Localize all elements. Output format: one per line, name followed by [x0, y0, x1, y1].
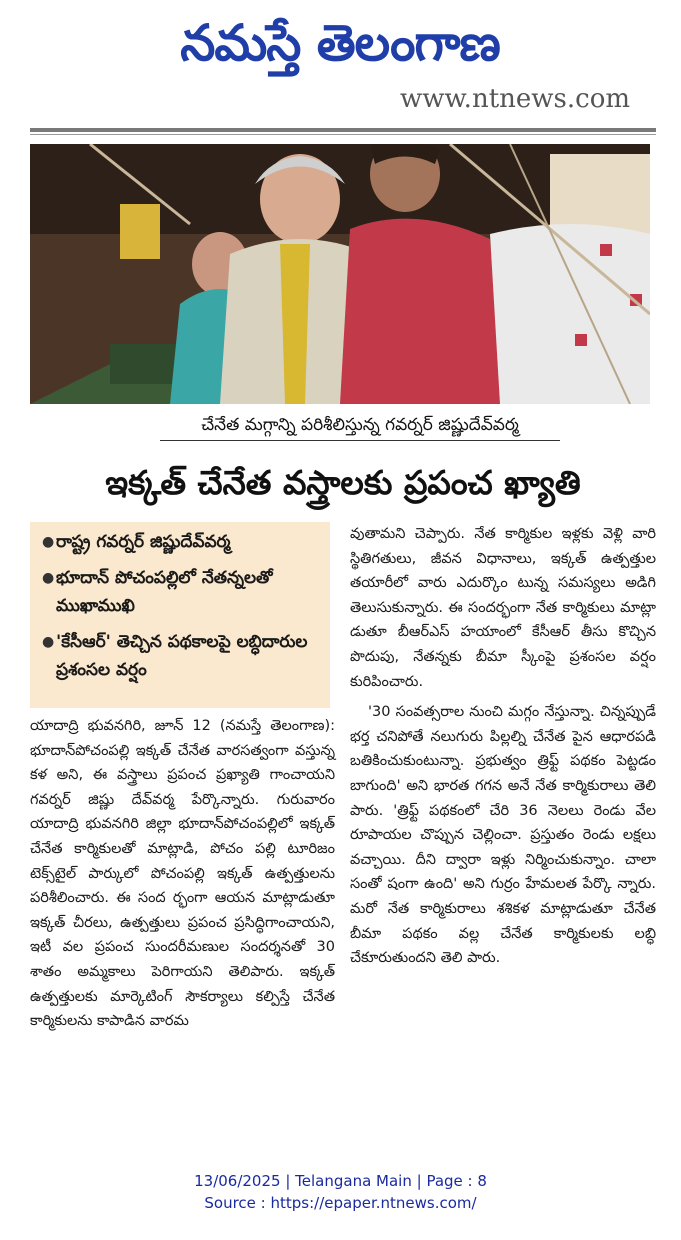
footer-edition-info: 13/06/2025 | Telangana Main | Page : 8	[194, 1172, 487, 1190]
article-left-column	[30, 714, 335, 1040]
masthead-url: www.ntnews.com	[400, 86, 631, 112]
article-paragraph: వుతామని చెప్పారు. నేత కార్మికుల ఇళ్లకు వెళ్లి వారి స్థితిగతులు, జీవన విధానాలు, ఇక్కత్ ఉత్పత్తుల తయారీలో వారు ఎదుర్కొం టున్న సమస్యలు అడిగి తెలుసుకున్నారు. ఈ సందర్భంగా నేత కార్మికులు మాట్లా డుతూ బీఆర్ఎస్ హయాంలో కేసీఆర్ తీసు కొచ్చిన పొదుపు, నేతన్నకు బీమా స్కీంపై ప్రశంసల వర్షం కురిపించారు.	[350, 526, 656, 690]
highlight-text: భూదాన్ పోచంపల్లిలో నేతన్నలతో ముఖాముఖి	[56, 568, 273, 616]
highlight-item	[42, 628, 324, 684]
article-paragraph: యాదాద్రి భువనగిరి, జూన్ 12 (నమస్తే తెలంగాణ): భూదాన్‌పోచంపల్లి ఇక్కత్ చేనేత వారసత్వంగా వస్తున్న కళ అని, ఈ వస్త్రాలు ప్రపంచ ప్రఖ్యాతి గాంచాయని గవర్నర్ జిష్ణు దేవ్‌వర్మ పేర్కొన్నారు. గురువారం యాదాద్రి భువనగిరి జిల్లా భూదాన్‌పోచంపల్లిలో ఇక్కత్ చేనేత కార్మికులతో మాట్లాడి, పోచం పల్లి టూరిజం టెక్స్‌టైల్ పార్కులో పోచంపల్లి ఇక్కత్ ఉత్పత్తులను పరిశీలించారు. ఈ సంద ర్భంగా ఆయన మాట్లాడుతూ ఇక్కత్ చీరలు, ఉత్పత్తులు ప్రపంచ ప్రసిద్ధిగాంచాయని, ఇటీ వల ప్రపంచ సుందరీమణుల సందర్శనతో 30 శాతం అమ్మకాలు పెరిగాయని తెలిపారు. ఇక్కత్ ఉత్పత్తులకు మార్కెటింగ్ సౌకర్యాలు కల్పిస్తే చేనేత కార్మికులను కాపాడిన వారమ	[30, 718, 335, 1030]
bullet-icon: ●	[42, 534, 55, 550]
highlight-text: రాష్ట్ర గవర్నర్ జిష్ణుదేవ్‌వర్మ	[56, 532, 231, 552]
masthead-title: నమస్తే తెలంగాణ	[180, 14, 500, 72]
highlight-text: 'కేసీఆర్' తెచ్చిన పథకాలపై లబ్ధిదారుల ప్రశంసల వర్షం	[56, 632, 308, 680]
news-photo	[30, 144, 650, 404]
masthead-rule	[30, 128, 656, 132]
highlight-item	[42, 528, 324, 556]
masthead-rule-thin	[30, 134, 656, 135]
article-paragraph: '30 సంవత్సరాల నుంచి మగ్గం నేస్తున్నా. చిన్నప్పుడే భర్త చనిపోతే నలుగురు పిల్లల్ని చేనేత పైన ఆధారపడి బతికించుకుంటున్నా. ప్రభుత్వం త్రిఫ్ట్ పథకం పెట్టడం బాగుంది' అని భారత గగన అనే నేత కార్మికురాలు తెలి పారు. 'త్రిఫ్ట్ పథకంలో చేరి 36 నెలలు రెండు వేల రూపాయల చొప్పున చెల్లించా. ప్రస్తుతం రెండు లక్షలు వచ్చాయి. దీని ద్వారా ఇళ్లు నిర్మించుకున్నాం. చాలా సంతో షంగా ఉంది' అని గుర్రం హేమలత పేర్కొ న్నారు. మరో నేత కార్మికురాలు శశికళ మాట్లాడుతూ చేనేత బీమా పథకం వల్ల చేనేత కార్మికులకు లబ్ధి చేకూరుతుందని తెలి పారు.	[350, 704, 656, 967]
photo-caption: చేనేత మగ్గాన్ని పరిశీలిస్తున్న గవర్నర్ జిష్ణుదేవ్‌వర్మ	[160, 410, 560, 441]
highlights-box	[30, 522, 330, 708]
highlight-item	[42, 564, 324, 620]
article-right-column	[350, 522, 656, 977]
bullet-icon: ●	[42, 634, 55, 650]
footer-source: Source : https://epaper.ntnews.com/	[204, 1194, 477, 1212]
photo-illustration	[30, 144, 650, 404]
page-footer	[0, 1170, 681, 1214]
bullet-icon: ●	[42, 570, 55, 586]
article-headline: ఇక్కత్ చేనేత వస్త్రాలకు ప్రపంచ ఖ్యాతి	[105, 463, 581, 502]
